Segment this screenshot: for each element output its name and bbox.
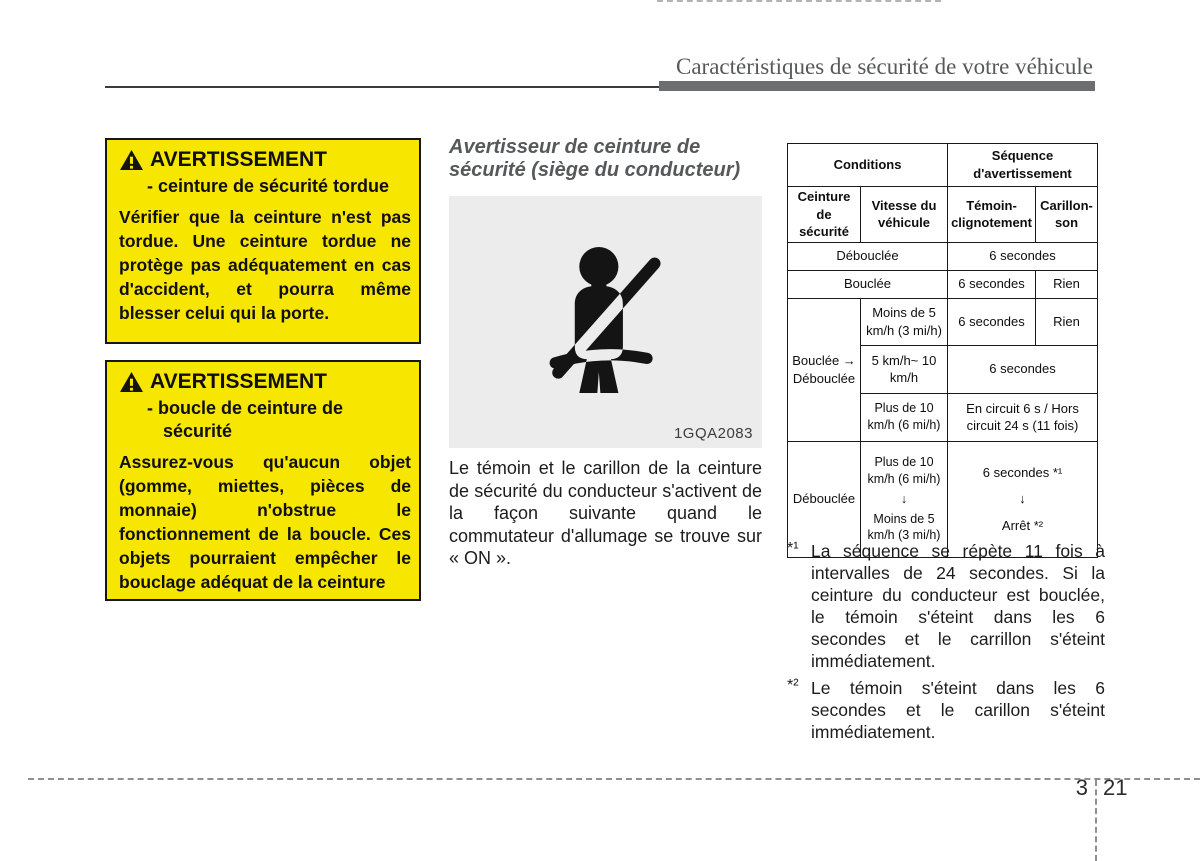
column-header-chime: Carillon-son: [1036, 187, 1098, 243]
cell-under5-chime: Rien: [1036, 298, 1098, 345]
down-arrow-icon: ↓: [1019, 491, 1026, 507]
warning-title: AVERTISSEMENT: [150, 148, 327, 171]
footnote-text: Le témoin s'éteint dans les 6 secondes et le carillon s'éteint immédiatement.: [811, 678, 1105, 742]
warning-subtitle: - boucle de ceinture de sécurité: [147, 398, 344, 441]
header-rule-thick: [659, 81, 1095, 91]
footnote-marker: *²: [787, 677, 799, 694]
column-header-belt: Ceinture de sécurité: [788, 187, 861, 243]
footer-divider-dash: [1095, 780, 1097, 861]
cell-unbuckled-sequence: 6 secondes: [948, 242, 1098, 270]
cell-buckled-condition: Bouclée: [788, 270, 948, 298]
column-header-speed: Vitesse du véhicule: [861, 187, 948, 243]
table-group-conditions: Conditions: [788, 144, 948, 187]
footnote-1: [787, 540, 1105, 672]
table-group-sequence: Séquence d'avertissement: [948, 144, 1098, 187]
cell-over10-sequence: En circuit 6 s / Hors circuit 24 s (11 fois): [948, 393, 1098, 441]
article-body: Le témoin et le carillon de la ceinture de sécurité du conducteur s'activent de la façon suivante quand le commutateur d'allumage se trouve sur « ON ».: [449, 458, 762, 568]
warning-body: Vérifier que la ceinture n'est pas tordue. Une ceinture tordue ne protège pas adéquatement en cas d'accident, et pourra même blesser celui qui la porte.: [119, 207, 411, 323]
warning-subtitle: - ceinture de sécurité tordue: [147, 176, 390, 196]
speed-to: Moins de 5 km/h (3 mi/h): [867, 511, 941, 543]
belt-reminder-table: [787, 143, 1098, 558]
down-arrow-icon: ↓: [900, 491, 908, 506]
warning-box-twisted-belt: [105, 138, 421, 344]
warning-body: Assurez-vous qu'aucun objet (gomme, miettes, pièces de monnaie) n'obstrue le fonctionnement de la boucle. Ces objets pourraient empêcher le bouclage adéquat de la ceinture: [119, 452, 411, 592]
footnote-marker: *¹: [787, 540, 799, 557]
header-rule-thin: [105, 86, 659, 88]
article-title: Avertisseur de ceinture de sécurité (siège du conducteur): [449, 136, 741, 181]
seatbelt-reminder-icon: [540, 241, 672, 399]
cell-buckled-lamp: 6 secondes: [948, 270, 1036, 298]
warning-triangle-icon: [119, 149, 144, 171]
bottom-crop-mark: [28, 778, 1200, 780]
cell-unbuckled-condition: Débouclée: [788, 242, 948, 270]
seatbelt-figure: [449, 196, 762, 448]
page-header-title: Caractéristiques de sécurité de votre véhicule: [675, 54, 1093, 79]
speed-from: Plus de 10 km/h (6 mi/h): [867, 454, 941, 486]
cell-buckled-to-unbuckled-condition: Bouclée → Débouclée: [788, 298, 861, 441]
warning-title: AVERTISSEMENT: [150, 370, 327, 393]
footnote-text: La séquence se répète 11 fois à intervalles de 24 secondes. Si la ceinture du conducteur est bouclée, le témoin s'éteint dans les 6 secondes et le carrillon s'éteint immédiatement.: [811, 541, 1105, 671]
page-number-chapter: 3: [1075, 775, 1088, 800]
sequence-end: Arrêt *²: [1001, 517, 1044, 533]
footnote-2: [787, 677, 1105, 743]
cell-under5-lamp: 6 secondes: [948, 298, 1036, 345]
cell-mid-speed: 5 km/h~ 10 km/h: [861, 345, 948, 393]
column-header-lamp: Témoin-clignotement: [948, 187, 1036, 243]
footnotes: [787, 540, 1105, 748]
page-number-page: 21: [1103, 775, 1128, 800]
warning-header: [119, 148, 411, 172]
cell-mid-sequence: 6 secondes: [948, 345, 1098, 393]
cell-unbuckled-driving-condition: Débouclée: [788, 441, 861, 557]
cell-over10-speed: Plus de 10 km/h (6 mi/h): [861, 393, 948, 441]
figure-code: 1GQA2083: [673, 425, 753, 442]
warning-header: [119, 370, 411, 394]
cell-buckled-chime: Rien: [1036, 270, 1098, 298]
warning-triangle-icon: [119, 371, 144, 393]
top-crop-mark: [657, 0, 941, 2]
cell-under5-speed: Moins de 5 km/h (3 mi/h): [861, 298, 948, 345]
sequence-start: 6 secondes *¹: [982, 464, 1063, 480]
warning-box-buckle: [105, 360, 421, 601]
